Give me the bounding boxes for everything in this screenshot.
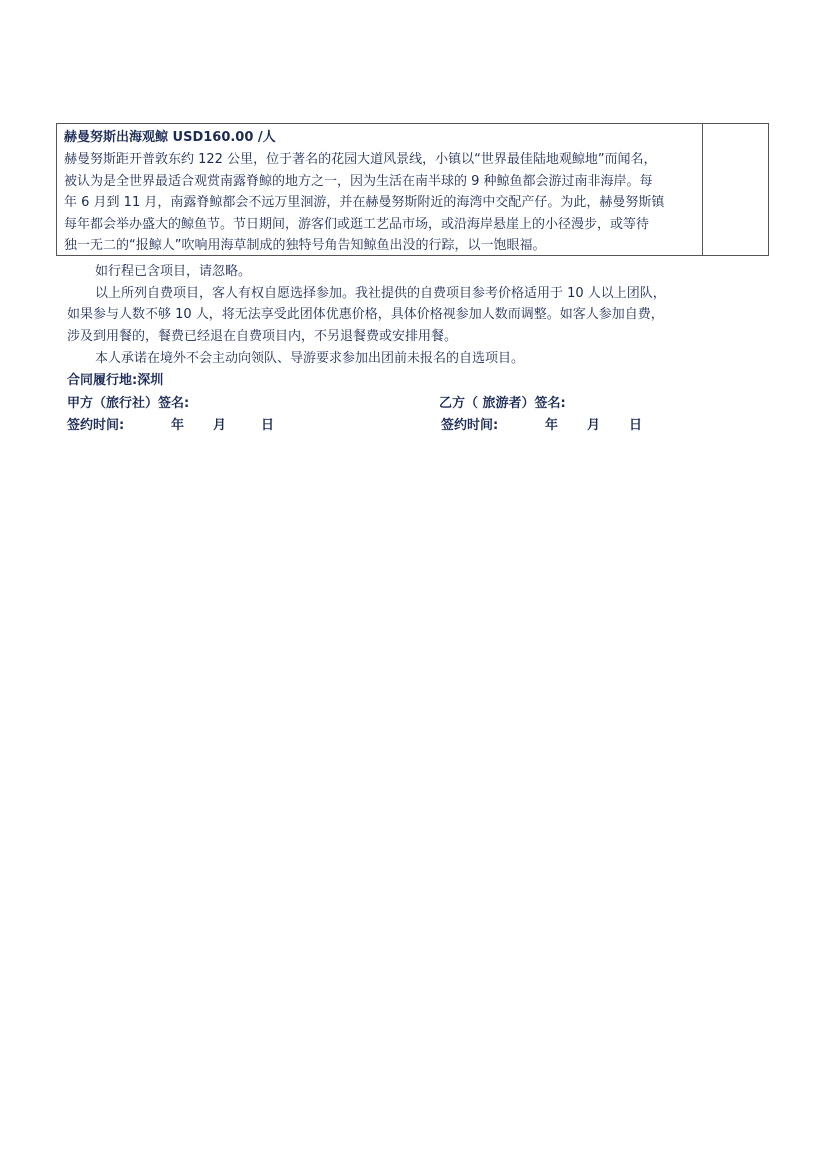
item-title: 赫曼努斯出海观鲸 USD160.00 /人 (64, 130, 276, 145)
day-label: 日 (261, 418, 275, 433)
item-cell (57, 124, 702, 255)
party-b-sign-time (441, 416, 701, 436)
sign-time-label: 签约时间: (67, 418, 125, 433)
year-label: 年 (545, 418, 559, 433)
item-description-line: 每年都会举办盛大的鲸鱼节。节日期间，游客们或逛工艺品市场，或沿海岸悬崖上的小径漫步，或等待 (64, 216, 650, 232)
note-line: 如果参与人数不够 10 人，将无法享受此团体优惠价格，具体价格视参加人数而调整。如客人参加自费， (67, 307, 664, 323)
terms-notes (67, 261, 707, 391)
item-description (64, 149, 697, 257)
year-label: 年 (171, 418, 185, 433)
item-description-line: 赫曼努斯距开普敦东约 122 公里，位于著名的花园大道风景线，小镇以“世界最佳陆地观鲸地”而闻名， (64, 152, 657, 167)
contract-place: 合同履行地:深圳 (67, 372, 164, 388)
party-a-label: 甲方（旅行社）签名: (67, 396, 190, 411)
note-line: 涉及到用餐的，餐费已经退在自费项目内，不另退餐费或安排用餐。 (67, 329, 458, 345)
note-line: 如行程已含项目，请忽略。 (95, 264, 252, 279)
month-label: 月 (587, 418, 601, 433)
party-b-label: 乙方（ 旅游者）签名: (439, 396, 566, 411)
item-side-cell (703, 124, 768, 255)
day-label: 日 (629, 418, 643, 433)
item-description-line: 年 6 月到 11 月，南露脊鲸都会不远万里洄游，并在赫曼努斯附近的海湾中交配产仔。为此，赫曼努斯镇 (64, 195, 665, 210)
note-line: 以上所列自费项目，客人有权自愿选择参加。我社提供的自费项目参考价格适用于 10 人以上团队， (95, 285, 666, 301)
party-a-sign-time (67, 416, 327, 436)
item-description-line: 被认为是全世界最适合观赏南露脊鲸的地方之一，因为生活在南半球的 9 种鲸鱼都会游过南非海岸。每 (64, 173, 653, 189)
note-line: 本人承诺在境外不会主动向领队、导游要求参加出团前未报名的自选项目。 (95, 350, 525, 366)
sign-time-label: 签约时间: (441, 418, 499, 433)
month-label: 月 (213, 418, 227, 433)
self-pay-items-table (56, 123, 769, 256)
party-a-signature-label (67, 394, 189, 414)
party-b-signature-label (439, 394, 566, 414)
item-description-line: 独一无二的“报鲸人”吹响用海草制成的独特号角告知鲸鱼出没的行踪，以一饱眼福。 (64, 238, 546, 253)
